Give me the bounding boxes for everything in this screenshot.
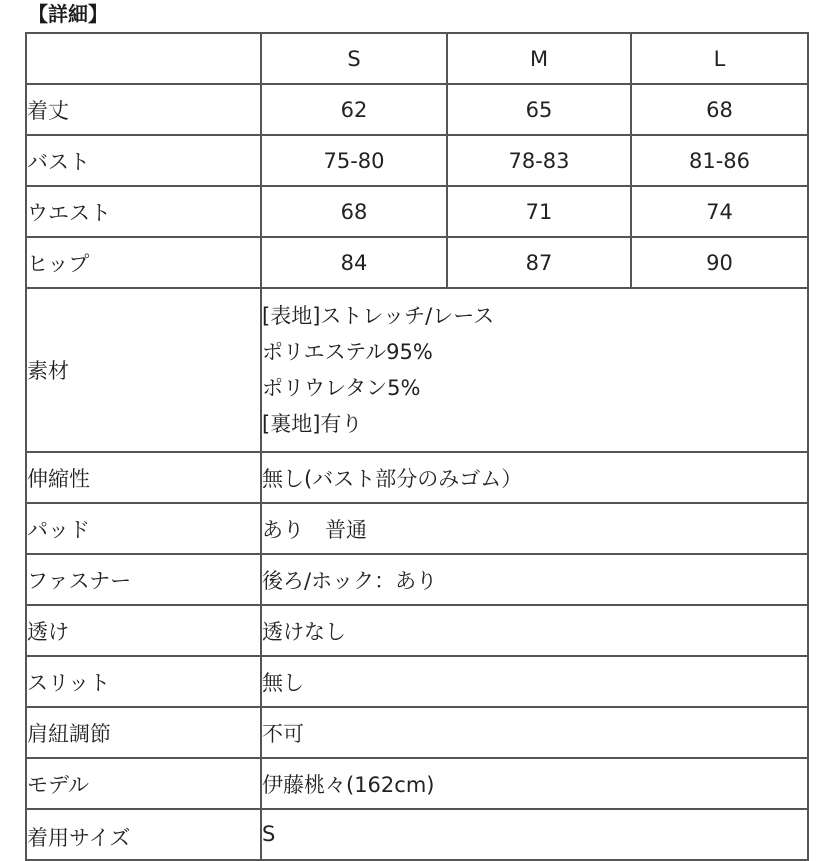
size-header-row bbox=[26, 33, 808, 84]
detail-row-fastener bbox=[26, 554, 808, 605]
size-header-l: L bbox=[631, 33, 808, 84]
row-label: ファスナー bbox=[26, 554, 261, 605]
row-label: 肩紐調節 bbox=[26, 707, 261, 758]
material-row bbox=[26, 288, 808, 452]
size-value-l: 68 bbox=[631, 84, 808, 135]
material-line-outer: [表地]ストレッチ/レース bbox=[262, 304, 495, 328]
size-value-l: 81-86 bbox=[631, 135, 808, 186]
detail-row-slit bbox=[26, 656, 808, 707]
row-label: バスト bbox=[26, 135, 261, 186]
size-value-l: 74 bbox=[631, 186, 808, 237]
detail-row-worn-size bbox=[26, 809, 808, 860]
size-value-m: 71 bbox=[447, 186, 631, 237]
size-value-m: 78-83 bbox=[447, 135, 631, 186]
material-line-polyurethane: ポリウレタン5% bbox=[262, 376, 421, 400]
size-row-bust bbox=[26, 135, 808, 186]
size-value-s: 84 bbox=[261, 237, 447, 288]
size-value-l: 90 bbox=[631, 237, 808, 288]
row-label: ウエスト bbox=[26, 186, 261, 237]
row-value: あり 普通 bbox=[261, 503, 808, 554]
size-row-waist bbox=[26, 186, 808, 237]
size-value-m: 65 bbox=[447, 84, 631, 135]
row-label: 素材 bbox=[26, 288, 261, 452]
row-value: 無し bbox=[261, 656, 808, 707]
detail-row-sheer bbox=[26, 605, 808, 656]
row-label: ヒップ bbox=[26, 237, 261, 288]
size-header-m: M bbox=[447, 33, 631, 84]
row-label: 着用サイズ bbox=[26, 809, 261, 860]
size-value-m: 87 bbox=[447, 237, 631, 288]
detail-row-pad bbox=[26, 503, 808, 554]
row-value: 透けなし bbox=[261, 605, 808, 656]
detail-row-model bbox=[26, 758, 808, 809]
row-value: 無し(バスト部分のみゴム） bbox=[261, 452, 808, 503]
material-line-lining: [裏地]有り bbox=[262, 412, 363, 436]
size-header-s: S bbox=[261, 33, 447, 84]
row-label: モデル bbox=[26, 758, 261, 809]
row-label: パッド bbox=[26, 503, 261, 554]
row-value: S bbox=[261, 809, 808, 860]
row-label: スリット bbox=[26, 656, 261, 707]
material-value bbox=[261, 288, 808, 452]
size-value-s: 62 bbox=[261, 84, 447, 135]
row-value: 後ろ/ホック：あり bbox=[261, 554, 808, 605]
detail-row-strap-adjust bbox=[26, 707, 808, 758]
row-label: 透け bbox=[26, 605, 261, 656]
row-label: 着丈 bbox=[26, 84, 261, 135]
size-value-s: 68 bbox=[261, 186, 447, 237]
section-heading: 【詳細】 bbox=[28, 2, 108, 26]
row-value: 伊藤桃々(162cm) bbox=[261, 758, 808, 809]
detail-row-stretch bbox=[26, 452, 808, 503]
row-value: 不可 bbox=[261, 707, 808, 758]
header-blank-cell bbox=[26, 33, 261, 84]
size-row-length bbox=[26, 84, 808, 135]
material-line-polyester: ポリエステル95% bbox=[262, 340, 433, 364]
row-label: 伸縮性 bbox=[26, 452, 261, 503]
size-value-s: 75-80 bbox=[261, 135, 447, 186]
product-detail-table bbox=[25, 32, 809, 861]
size-row-hip bbox=[26, 237, 808, 288]
